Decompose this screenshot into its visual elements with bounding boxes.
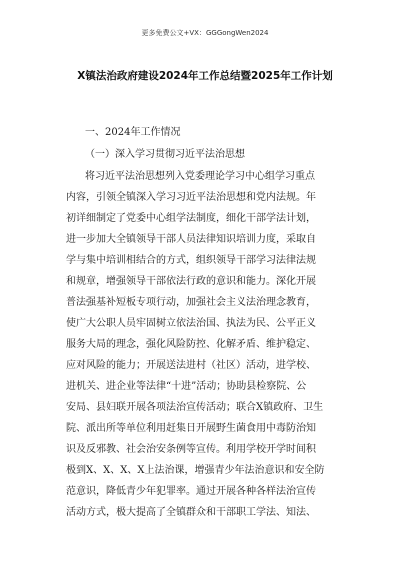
paragraph-line: 初详细制定了党委中心组学法制度，细化干部学法计划， — [66, 213, 316, 224]
paragraph-line: 服务大局的理念，强化风险防控、化解矛盾、维护稳定、 — [66, 339, 316, 350]
paragraph-line: 和规章，增强领导干部依法行政的意识和能力。深化开展 — [66, 276, 316, 287]
paragraph-line: 学与集中培训相结合的方式，组织领导干部学习法律法规 — [66, 255, 316, 266]
paragraph-line: 极到X、X、X、X上法治课，增强青少年法治意识和安全防 — [66, 465, 325, 476]
document-title: X镇法治政府建设2024年工作总结暨2025年工作计划 — [77, 70, 333, 82]
document-body — [66, 122, 356, 523]
paragraph-line: 安局、县妇联开展各项法治宣传活动；联合X镇政府、卫生 — [66, 402, 324, 413]
paragraph-line: 普法强基补短板专项行动，加强社会主义法治理念教育， — [66, 297, 316, 308]
paragraph-line: 院、派出所等单位利用赶集日开展野生菌食用中毒防治知 — [66, 423, 316, 434]
section-heading: 一、2024年工作情况 — [85, 127, 181, 138]
paragraph-line: 进机关、进企业等法律“十进”活动；协助县检察院、公 — [66, 381, 307, 392]
paragraph-line: 识及反邪教、社会治安条例等宣传。利用学校开学时间积 — [66, 444, 316, 455]
paragraph-line: 进一步加大全镇领导干部人员法律知识培训力度，采取自 — [66, 234, 316, 245]
subsection-heading: （一）深入学习贯彻习近平法治思想 — [85, 149, 245, 160]
paragraph-line: 将习近平法治思想列入党委理论学习中心组学习重点 — [85, 171, 315, 182]
paragraph-line: 内容，引领全镇深入学习习近平法治思想和党内法规。年 — [66, 192, 316, 203]
header-note: 更多免费公文+VX：GGGongWen2024 — [141, 29, 269, 37]
paragraph-line: 使广大公职人员牢固树立依法治国、执法为民、公平正义 — [66, 318, 316, 329]
paragraph-line: 应对风险的能力；开展送法进村（社区）活动，进学校、 — [66, 360, 316, 371]
paragraph — [66, 166, 356, 523]
paragraph-line: 范意识，降低青少年犯罪率。通过开展各种各样法治宣传 — [66, 486, 316, 497]
paragraph-line: 活动方式，极大提高了全镇群众和干部职工学法、知法、 — [66, 507, 316, 518]
